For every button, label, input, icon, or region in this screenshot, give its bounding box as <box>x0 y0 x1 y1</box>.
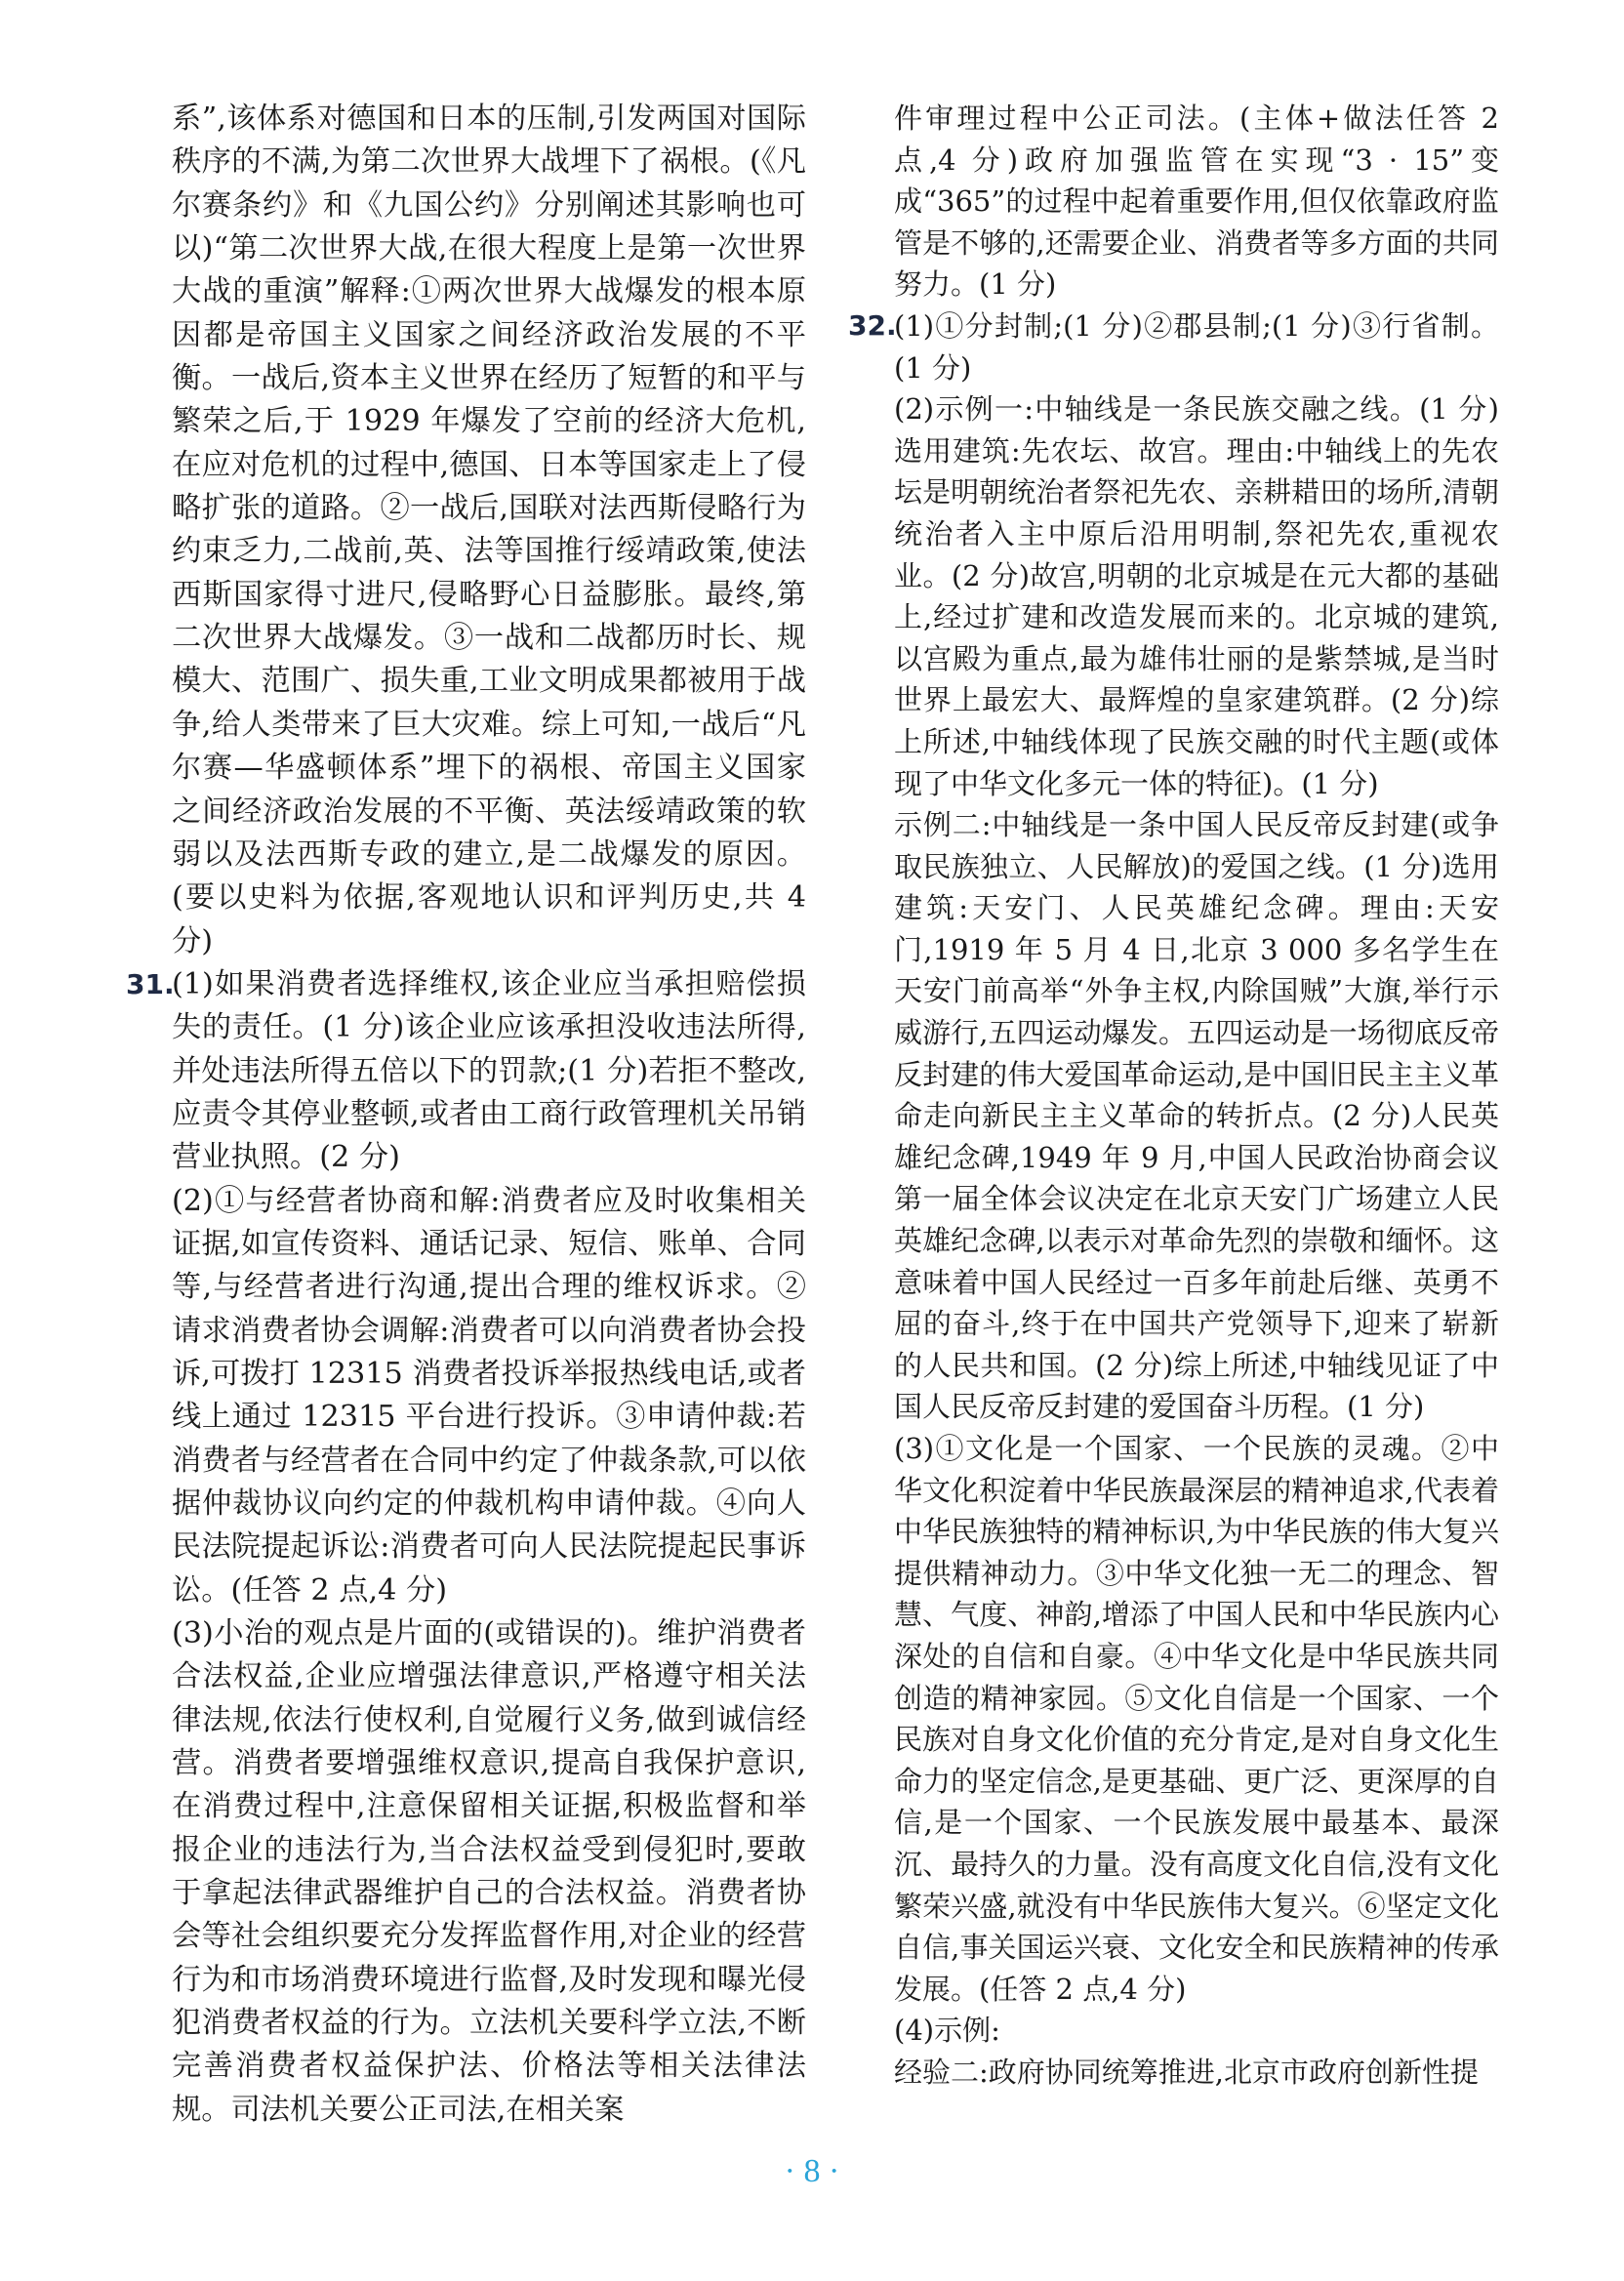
question-32-number: 32. <box>848 308 897 342</box>
q30-answer-continuation: 系”,该体系对德国和日本的压制,引发两国对国际秩序的不满,为第二次世界大战埋下了祸根。(《凡尔赛条约》和《九国公约》分别阐述其影响也可以)“第二次世界大战,在很大程度上是第一次世界大战的重演”解释:①两次世界大战爆发的根本原因都是帝国主义国家之间经济政治发展的不平衡。一战后,资本主义世界在经历了短暂的和平与繁荣之后,于 1929 年爆发了空前的经济大危机,在应对危机的过程中,德国、日本等国家走上了侵略扩张的道路。②一战后,国联对法西斯侵略行为约束乏力,二战前,英、法等国推行绥靖政策,使法西斯国家得寸进尺,侵略野心日益膨胀。最终,第二次世界大战爆发。③一战和二战都历时长、规模大、范围广、损失重,工业文明成果都被用于战争,给人类带来了巨大灾难。综上可知,一战后“凡尔赛—华盛顿体系”埋下的祸根、帝国主义国家之间经济政治发展的不平衡、英法绥靖政策的软弱以及法西斯专政的建立,是二战爆发的原因。(要以史料为依据,客观地认识和评判历史,共 4 分) <box>172 102 806 958</box>
q32-part-3: (3)①文化是一个国家、一个民族的灵魂。②中华文化积淀着中华民族最深层的精神追求,代表着中华民族独特的精神标识,为中华民族的伟大复兴提供精神动力。③中华文化独一无二的理念、智慧、气度、神韵,增添了中国人民和中华民族内心深处的自信和自豪。④中华文化是中华民族共同创造的精神家园。⑤文化自信是一个国家、一个民族对自身文化价值的充分肯定,是对自身文化生命力的坚定信念,是更基础、更广泛、更深厚的自信,是一个国家、一个民族发展中最基本、最深沉、最持久的力量。没有高度文化自信,没有文化繁荣兴盛,就没有中华民族伟大复兴。⑥坚定文化自信,事关国运兴衰、文化安全和民族精神的传承发展。(任答 2 点,4 分) <box>894 1432 1499 2006</box>
question-32 <box>848 305 1499 2094</box>
q31-part-2: (2)①与经营者协商和解:消费者应及时收集相关证据,如宣传资料、通话记录、短信、账单、合同等,与经营者进行沟通,提出合理的维权诉求。②请求消费者协会调解:消费者可以向消费者协会投诉,可拨打 12315 消费者投诉举报热线电话,或者线上通过 12315 平台进行投诉。③申请仲裁:若消费者与经营者在合同中约定了仲裁条款,可以依据仲裁协议向约定的仲裁机构申请仲裁。④向人民法院提起诉讼:消费者可向人民法院提起民事诉讼。(任答 2 点,4 分) <box>172 1183 806 1608</box>
left-column <box>126 98 806 2132</box>
q32-part-4: (4)示例: <box>894 2014 1000 2048</box>
page-number: · 8 · <box>784 2153 840 2189</box>
q31-part-3: (3)小治的观点是片面的(或错误的)。维护消费者合法权益,企业应增强法律意识,严格遵守相关法律法规,依法行使权利,自觉履行义务,做到诚信经营。消费者要增强维权意识,提高自我保护意识,在消费过程中,注意保留相关证据,积极监督和举报企业的违法行为,当合法权益受到侵犯时,要敢于拿起法律武器维护自己的合法权益。消费者协会等社会组织要充分发挥监督作用,对企业的经营行为和市场消费环境进行监督,及时发现和曝光侵犯消费者权益的行为。立法机关要科学立法,不断完善消费者权益保护法、价格法等相关法律法规。司法机关要公正司法,在相关案 <box>172 1616 806 2127</box>
question-31 <box>126 963 806 2132</box>
q32-part-1: (1)①分封制;(1 分)②郡县制;(1 分)③行省制。(1 分) <box>894 308 1499 385</box>
question-31-number: 31. <box>126 967 175 1000</box>
q32-part-4-text: 经验二:政府协同统筹推进,北京市政府创新性提 <box>894 2055 1479 2089</box>
q31-answer-continuation: 件审理过程中公正司法。(主体+做法任答 2 点,4 分)政府加强监管在实现“3 · 15”变成“365”的过程中起着重要作用,但仅依靠政府监管是不够的,还需要企业、消费者等多方面的共同努力。(1 分) <box>894 102 1499 302</box>
q31-part-1: (1)如果消费者选择维权,该企业应当承担赔偿损失的责任。(1 分)该企业应该承担没收违法所得,并处违法所得五倍以下的罚款;(1 分)若拒不整改,应责令其停业整顿,或者由工商行政管理机关吊销营业执照。(2 分) <box>172 966 806 1175</box>
right-column <box>848 98 1499 2094</box>
q32-part-2-example-2: 示例二:中轴线是一条中国人民反帝反封建(或争取民族独立、人民解放)的爱国之线。(1 分)选用建筑:天安门、人民英雄纪念碑。理由:天安门,1919 年 5 月 4 日,北京 3 000 多名学生在天安门前高举“外争主权,内除国贼”大旗,举行示威游行,五四运动爆发。五四运动是一场彻底反帝反封建的伟大爱国革命运动,是中国旧民主主义革命走向新民主主义革命的转折点。(2 分)人民英雄纪念碑,1949 年 9 月,中国人民政治协商会议第一届全体会议决定在北京天安门广场建立人民英雄纪念碑,以表示对革命先烈的崇敬和缅怀。这意味着中国人民经过一百多年前赴后继、英勇不屈的奋斗,终于在中国共产党领导下,迎来了崭新的人民共和国。(2 分)综上所述,中轴线见证了中国人民反帝反封建的爱国奋斗历程。(1 分) <box>894 808 1499 1424</box>
q32-part-2-example-1: (2)示例一:中轴线是一条民族交融之线。(1 分)选用建筑:先农坛、故宫。理由:中轴线上的先农坛是明朝统治者祭祀先农、亲耕耤田的场所,清朝统治者入主中原后沿用明制,祭祀先农,重视农业。(2 分)故宫,明朝的北京城是在元大都的基础上,经过扩建和改造发展而来的。北京城的建筑,以宫殿为重点,最为雄伟壮丽的是紫禁城,是当时世界上最宏大、最辉煌的皇家建筑群。(2 分)综上所述,中轴线体现了民族交融的时代主题(或体现了中华文化多元一体的特征)。(1 分) <box>894 392 1499 800</box>
